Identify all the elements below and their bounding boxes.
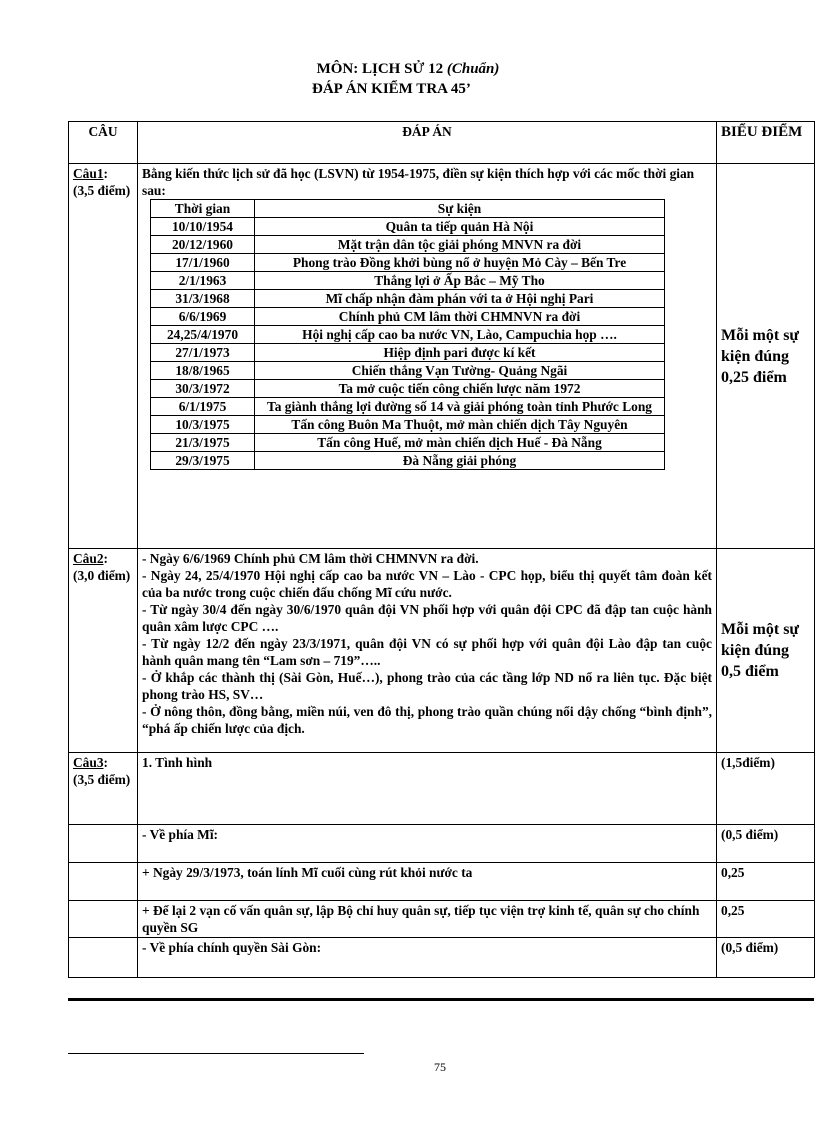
event-time: 17/1/1960 xyxy=(151,254,255,272)
table-row xyxy=(151,452,665,470)
header-answer: ĐÁP ÁN xyxy=(138,122,717,164)
event-time: 6/6/1969 xyxy=(151,308,255,326)
event-table-header xyxy=(151,200,665,218)
question-3-cell xyxy=(69,753,138,825)
table-row-score: (0,5 điểm) xyxy=(717,825,815,863)
event-time: 6/1/1975 xyxy=(151,398,255,416)
table-row xyxy=(69,863,815,901)
event-time: 31/3/1968 xyxy=(151,290,255,308)
title-text: MÔN: LỊCH SỬ 12 xyxy=(316,61,447,77)
table-row xyxy=(69,938,815,978)
event-time: 20/12/1960 xyxy=(151,236,255,254)
table-row-text: 1. Tình hình xyxy=(138,753,717,825)
event-time: 10/10/1954 xyxy=(151,218,255,236)
question-3-row xyxy=(69,753,815,825)
table-row-score: 0,25 xyxy=(717,863,815,901)
answer-table xyxy=(68,121,815,978)
table-row-score: 0,25 xyxy=(717,901,815,938)
question-2-label: Câu2: xyxy=(73,551,108,566)
event-description: Đà Nẵng giải phóng xyxy=(255,452,665,470)
event-description: Tấn công Buôn Ma Thuột, mở màn chiến dịch Tây Nguyên xyxy=(255,416,665,434)
table-row xyxy=(151,254,665,272)
event-time: 10/3/1975 xyxy=(151,416,255,434)
table-row xyxy=(151,380,665,398)
event-table-body xyxy=(151,218,665,470)
question-2-points: (3,0 điểm) xyxy=(73,568,131,583)
question-2-score: Mỗi một sự kiện đúng 0,5 điểm xyxy=(717,549,815,753)
table-row xyxy=(151,236,665,254)
document-title xyxy=(0,60,816,78)
question-1-score: Mỗi một sự kiện đúng 0,25 điểm xyxy=(717,164,815,549)
table-row-text: - Về phía Mĩ: xyxy=(138,825,717,863)
table-row-text: + Ngày 29/3/1973, toán lính Mĩ cuối cùng rút khỏi nước ta xyxy=(138,863,717,901)
event-description: Hội nghị cấp cao ba nước VN, Lào, Campuchia họp …. xyxy=(255,326,665,344)
event-description: Tấn công Huế, mở màn chiến dịch Huế - Đà Nẵng xyxy=(255,434,665,452)
question-2-row xyxy=(69,549,815,753)
answer-line: - Từ ngày 30/4 đến ngày 30/6/1970 quân đội VN phối hợp với quân đội CPC đã đập tan cuộc hành quân xâm lược CPC …. xyxy=(142,602,712,634)
question-2-answer xyxy=(138,549,717,753)
table-header-row xyxy=(69,122,815,164)
event-description: Phong trào Đồng khởi bùng nổ ở huyện Mỏ Cày – Bến Tre xyxy=(255,254,665,272)
table-row xyxy=(151,308,665,326)
header-question: CÂU xyxy=(69,122,138,164)
event-table xyxy=(150,199,665,470)
event-time: 2/1/1963 xyxy=(151,272,255,290)
answer-line: - Ở khắp các thành thị (Sài Gòn, Huế…), phong trào của các tầng lớp ND nổ ra liên tục. Đặc biệt phong trào HS, SV… xyxy=(142,670,712,702)
table-row-text: - Về phía chính quyền Sài Gòn: xyxy=(138,938,717,978)
table-row-text: + Để lại 2 vạn cố vấn quân sự, lập Bộ chỉ huy quân sự, tiếp tục viện trợ kinh tế, quân sự cho chính quyền SG xyxy=(138,901,717,938)
event-time: 30/3/1972 xyxy=(151,380,255,398)
question-2-cell xyxy=(69,549,138,753)
event-description: Mặt trận dân tộc giải phóng MNVN ra đời xyxy=(255,236,665,254)
title-italic: (Chuẩn) xyxy=(446,61,500,77)
question-1-row xyxy=(69,164,815,549)
answer-line: - Ngày 6/6/1969 Chính phủ CM lâm thời CHMNVN ra đời. xyxy=(142,551,479,566)
event-time: 29/3/1975 xyxy=(151,452,255,470)
event-time: 21/3/1975 xyxy=(151,434,255,452)
answer-line: - Ở nông thôn, đồng bằng, miền núi, ven đô thị, phong trào quần chúng nổi dậy chống “bình định”, “phá ấp chiến lược của địch. xyxy=(142,704,712,736)
table-row xyxy=(151,362,665,380)
table-row-score: (1,5điểm) xyxy=(717,753,815,825)
page-number: 75 xyxy=(434,1060,446,1074)
event-description: Chính phủ CM lâm thời CHMNVN ra đời xyxy=(255,308,665,326)
event-header-time: Thời gian xyxy=(151,200,255,218)
event-description: Ta mở cuộc tiến công chiến lược năm 1972 xyxy=(255,380,665,398)
event-description: Thắng lợi ở Ấp Bắc – Mỹ Tho xyxy=(255,272,665,290)
event-time: 27/1/1973 xyxy=(151,344,255,362)
event-description: Hiệp định pari được kí kết xyxy=(255,344,665,362)
table-row xyxy=(151,416,665,434)
header-score: BIỂU ĐIỂM xyxy=(717,122,815,164)
table-row xyxy=(69,901,815,938)
document-subtitle: ĐÁP ÁN KIỂM TRA 45’ xyxy=(312,81,471,97)
table-row xyxy=(69,825,815,863)
event-description: Ta giành thắng lợi đường số 14 và giải phóng toàn tỉnh Phước Long xyxy=(255,398,665,416)
bottom-rule xyxy=(68,998,814,1001)
event-description: Quân ta tiếp quản Hà Nội xyxy=(255,218,665,236)
table-row xyxy=(151,272,665,290)
question-1-intro: Bằng kiến thức lịch sử đã học (LSVN) từ 1954-1975, điền sự kiện thích hợp với các mốc thời gian sau: xyxy=(142,166,695,198)
event-time: 18/8/1965 xyxy=(151,362,255,380)
table-row xyxy=(151,290,665,308)
table-row xyxy=(151,218,665,236)
question-3-label: Câu3: xyxy=(73,755,108,770)
event-time: 24,25/4/1970 xyxy=(151,326,255,344)
answer-line: - Ngày 24, 25/4/1970 Hội nghị cấp cao ba nước VN – Lào - CPC họp, biểu thị quyết tâm đoàn kết của ba nước trong cuộc chiến đấu chống Mĩ cứu nước. xyxy=(142,568,712,600)
table-row xyxy=(151,326,665,344)
event-description: Chiến thắng Vạn Tường- Quảng Ngãi xyxy=(255,362,665,380)
question-3-points: (3,5 điểm) xyxy=(73,772,131,787)
question-1-label: Câu1: xyxy=(73,166,108,181)
question-1-answer xyxy=(138,164,717,549)
table-row xyxy=(151,344,665,362)
question-1-cell xyxy=(69,164,138,549)
footnote-rule xyxy=(68,1053,364,1054)
table-row xyxy=(151,398,665,416)
table-row-score: (0,5 điểm) xyxy=(717,938,815,978)
event-description: Mĩ chấp nhận đàm phán với ta ở Hội nghị Pari xyxy=(255,290,665,308)
question-1-points: (3,5 điểm) xyxy=(73,183,131,198)
event-header-event: Sự kiện xyxy=(255,200,665,218)
table-row xyxy=(151,434,665,452)
answer-line: - Từ ngày 12/2 đến ngày 23/3/1971, quân đội VN có sự phối hợp với quân đội Lào đập tan cuộc hành quân mang tên “Lam sơn – 719”….. xyxy=(142,636,712,668)
